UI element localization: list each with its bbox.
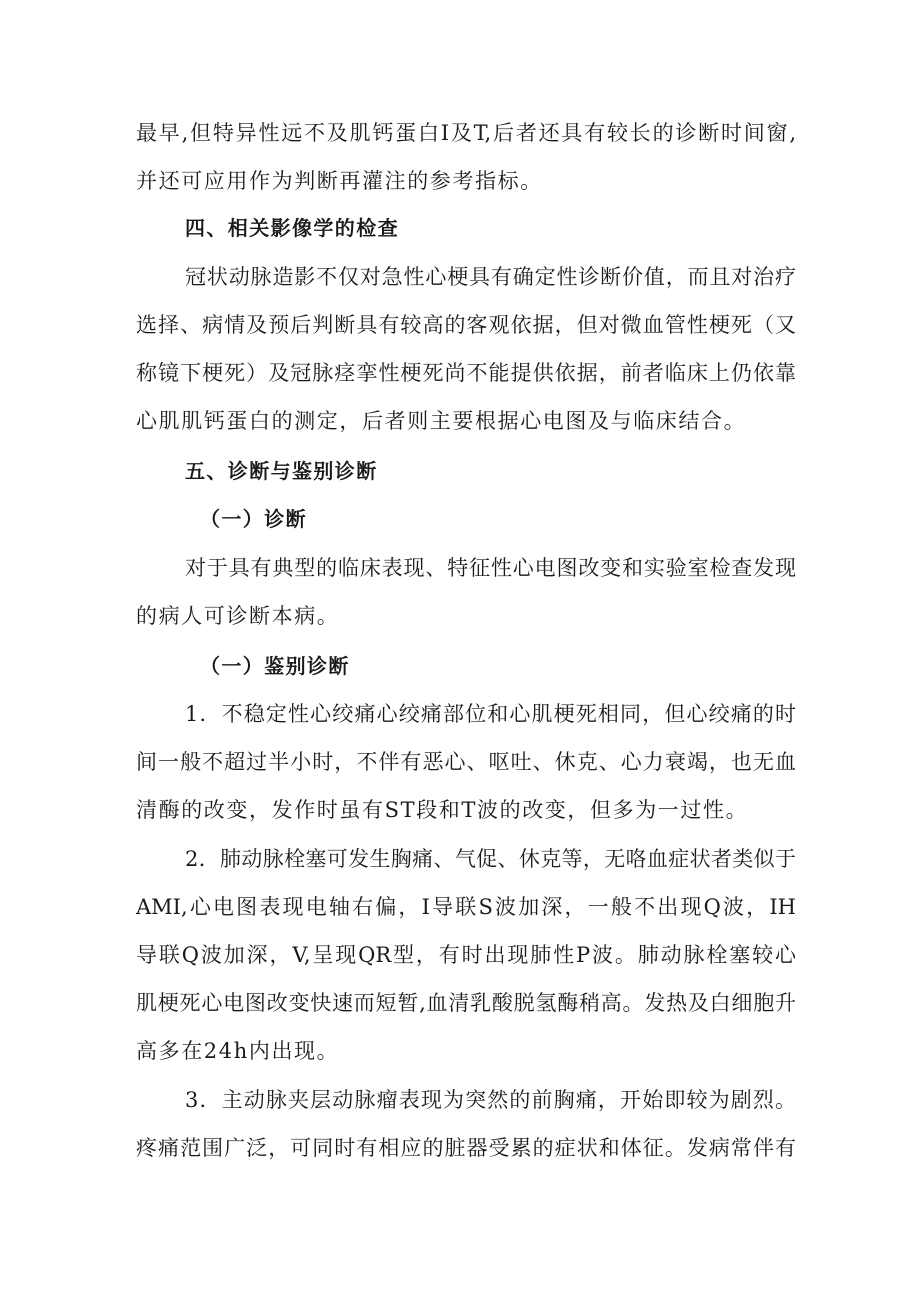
subheading-diagnosis: （一）诊断: [200, 507, 307, 531]
paragraph-line: 清酶的改变，发作时虽有ST段和T波的改变，但多为一过性。: [136, 798, 749, 822]
paragraph-line: 选择、病情及预后判断具有较高的客观依据，但对微血管性梗死（又: [136, 313, 796, 337]
paragraph-line: 的病人可诊断本病。: [136, 604, 340, 628]
section-heading-imaging: 四、相关影像学的检查: [185, 216, 399, 240]
paragraph-line: 并还可应用作为判断再灌注的参考指标。: [136, 169, 543, 193]
list-item-3: 3．主动脉夹层动脉瘤表现为突然的前胸痛，开始即较为剧烈。: [185, 1088, 796, 1112]
subheading-differential: （一）鉴别诊断: [200, 654, 350, 678]
paragraph-line: 冠状动脉造影不仅对急性心梗具有确定性诊断价值，而且对治疗: [185, 265, 796, 289]
paragraph-line: AMI,心电图表现电轴右偏，Ⅰ导联S波加深，一般不出现Q波，IH: [136, 895, 796, 919]
paragraph-line: 称镜下梗死）及冠脉痉挛性梗死尚不能提供依据，前者临床上仍依靠: [136, 361, 796, 385]
paragraph-line: 导联Q波加深，V,呈现QR型，有时出现肺性P波。肺动脉栓塞较心: [136, 943, 796, 967]
paragraph-line: 肌梗死心电图改变快速而短暂,血清乳酸脱氢酶稍高。发热及白细胞升: [136, 991, 796, 1015]
paragraph-line: 最早,但特异性远不及肌钙蛋白Ⅰ及T,后者还具有较长的诊断时间窗,: [136, 121, 796, 145]
section-heading-diagnosis: 五、诊断与鉴别诊断: [185, 459, 378, 483]
paragraph-line: 心肌肌钙蛋白的测定，后者则主要根据心电图及与临床结合。: [136, 409, 747, 433]
paragraph-line: 对于具有典型的临床表现、特征性心电图改变和实验室检查发现: [185, 556, 796, 580]
list-item-1: 1．不稳定性心绞痛心绞痛部位和心肌梗死相同，但心绞痛的时: [185, 702, 796, 726]
paragraph-line: 疼痛范围广泛，可同时有相应的脏器受累的症状和体征。发病常伴有: [136, 1136, 796, 1160]
paragraph-line: 高多在24h内出现。: [136, 1039, 340, 1063]
list-item-2: 2．肺动脉栓塞可发生胸痛、气促、休克等，无咯血症状者类似于: [185, 847, 796, 871]
paragraph-line: 间一般不超过半小时，不伴有恶心、呕吐、休克、心力衰竭，也无血: [136, 750, 796, 774]
